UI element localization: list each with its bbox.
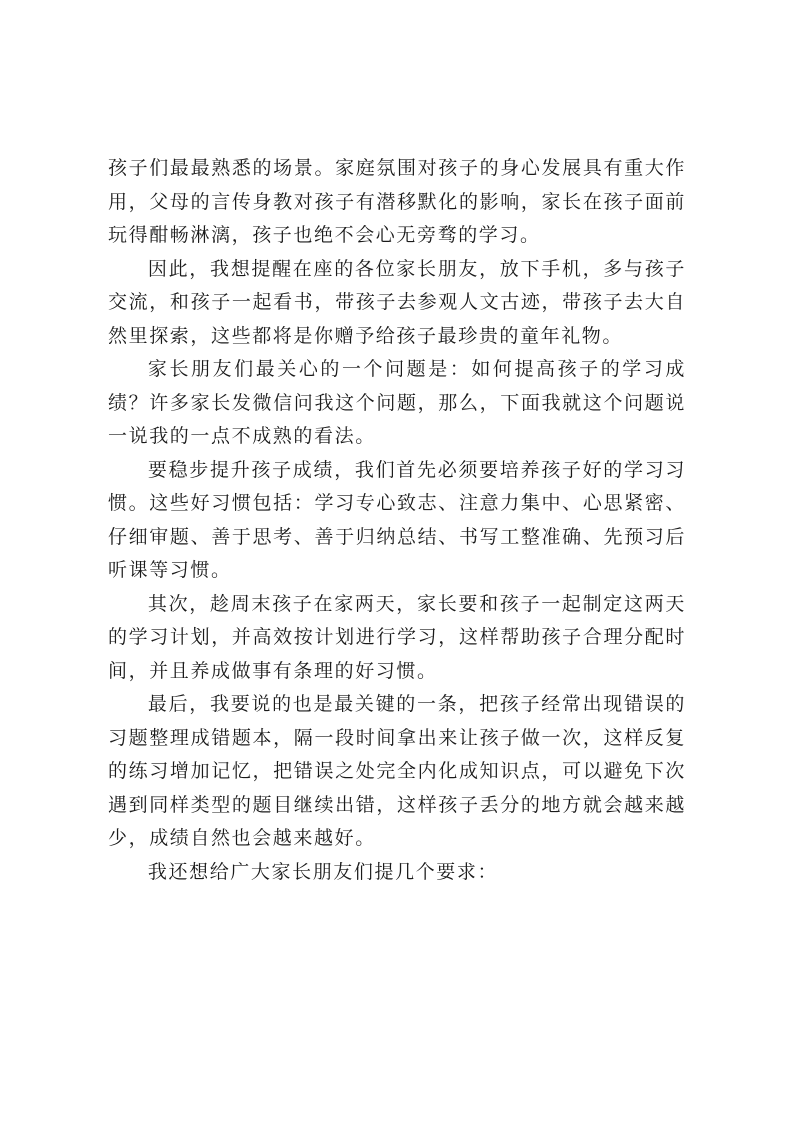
paragraph-4: 要稳步提升孩子成绩，我们首先必须要培养孩子好的学习习惯。这些好习惯包括：学习专心致志、注意力集中、心思紧密、仔细审题、善于思考、善于归纳总结、书写工整准确、先预习后听课等习惯。 [108, 458, 686, 581]
paragraph-5: 其次，趁周末孩子在家两天，家长要和孩子一起制定这两天的学习计划，并高效按计划进行学习，这样帮助孩子合理分配时间，并且养成做事有条理的好习惯。 [108, 592, 686, 682]
paragraph-7: 我还想给广大家长朋友们提几个要求： [147, 860, 499, 883]
paragraph-3: 家长朋友们最关心的一个问题是：如何提高孩子的学习成绩？许多家长发微信问我这个问题，那么，下面我就这个问题说一说我的一点不成熟的看法。 [108, 358, 686, 447]
paragraph-6: 最后，我要说的也是最关键的一条，把孩子经常出现错误的习题整理成错题本，隔一段时间拿出来让孩子做一次，这样反复的练习增加记忆，把错误之处完全内化成知识点，可以避免下次遇到同样类型的题目继续出错，这样孩子丢分的地方就会越来越少，成绩自然也会越来越好。 [108, 693, 686, 849]
document-page [108, 152, 686, 889]
paragraph-2: 因此，我想提醒在座的各位家长朋友，放下手机，多与孩子交流，和孩子一起看书，带孩子去参观人文古迹，带孩子去大自然里探索，这些都将是你赠予给孩子最珍贵的童年礼物。 [108, 257, 686, 347]
paragraph-1: 孩子们最最熟悉的场景。家庭氛围对孩子的身心发展具有重大作用，父母的言传身教对孩子有潜移默化的影响，家长在孩子面前玩得酣畅淋漓，孩子也绝不会心无旁骛的学习。 [108, 157, 686, 246]
